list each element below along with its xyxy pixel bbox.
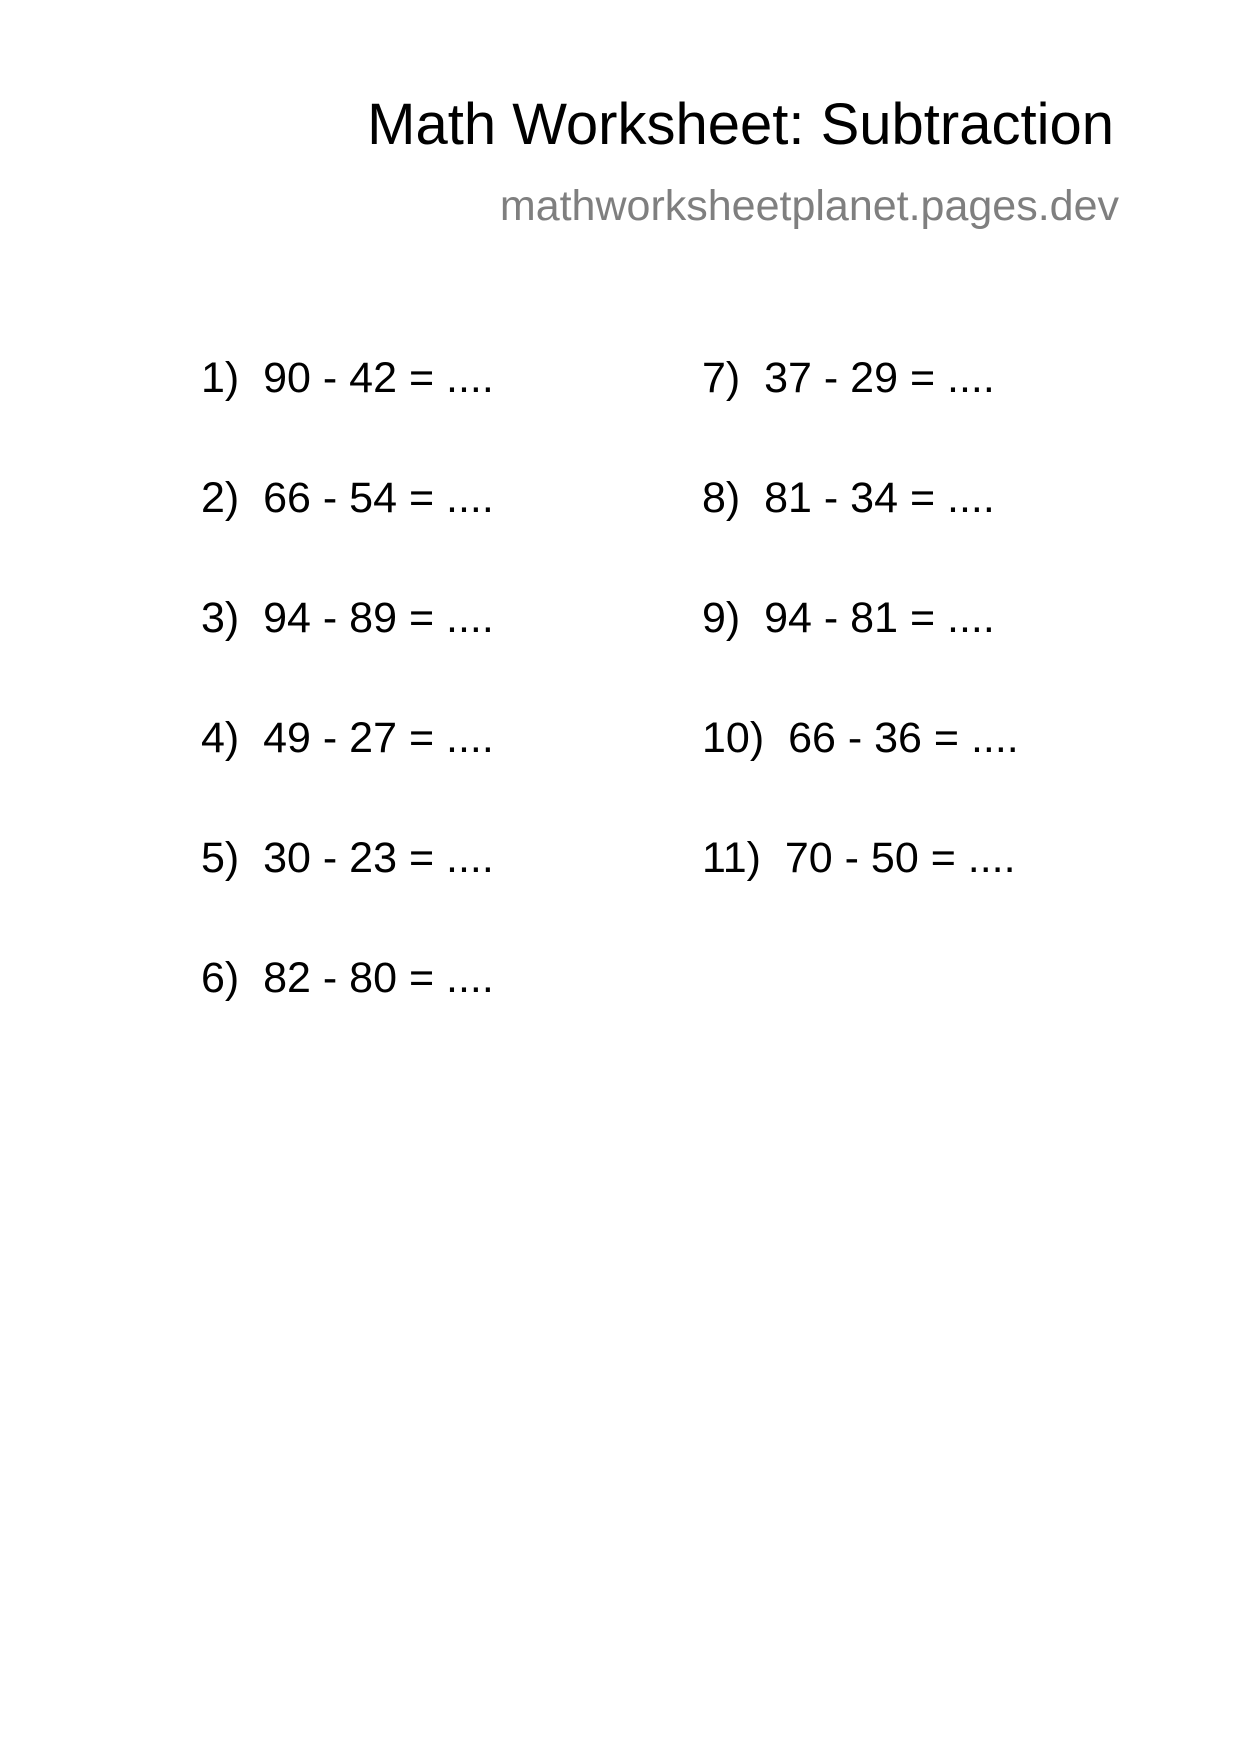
problem-number: 2) xyxy=(201,474,240,522)
problem-item xyxy=(201,834,494,882)
page-title: Math Worksheet: Subtraction xyxy=(367,92,1114,157)
problem-number: 11) xyxy=(702,834,761,882)
problem-number: 1) xyxy=(201,354,240,402)
problem-item xyxy=(702,834,1016,882)
page-subtitle: mathworksheetplanet.pages.dev xyxy=(499,182,1119,230)
problem-item xyxy=(201,354,494,402)
problem-item xyxy=(201,594,494,642)
problem-number: 9) xyxy=(702,594,741,642)
problem-expression: 94 - 89 = .... xyxy=(263,594,494,642)
problem-item xyxy=(702,714,1019,762)
problem-expression: 94 - 81 = .... xyxy=(764,594,995,642)
problem-number: 4) xyxy=(201,714,240,762)
problem-expression: 66 - 54 = .... xyxy=(263,474,494,522)
problem-item xyxy=(201,474,494,522)
problem-expression: 81 - 34 = .... xyxy=(764,474,995,522)
problem-expression: 66 - 36 = .... xyxy=(788,714,1019,762)
problem-expression: 30 - 23 = .... xyxy=(263,834,494,882)
problem-number: 10) xyxy=(702,714,765,762)
problem-item xyxy=(702,594,995,642)
problem-item xyxy=(702,354,995,402)
problem-number: 3) xyxy=(201,594,240,642)
problem-expression: 49 - 27 = .... xyxy=(263,714,494,762)
problem-number: 8) xyxy=(702,474,741,522)
problem-number: 7) xyxy=(702,354,741,402)
problem-expression: 37 - 29 = .... xyxy=(764,354,995,402)
problem-item xyxy=(702,474,995,522)
problem-expression: 90 - 42 = .... xyxy=(263,354,494,402)
problem-item xyxy=(201,714,494,762)
problem-number: 5) xyxy=(201,834,240,882)
problem-expression: 70 - 50 = .... xyxy=(784,834,1016,882)
problem-number: 6) xyxy=(201,954,240,1002)
problem-expression: 82 - 80 = .... xyxy=(263,954,494,1002)
problem-item xyxy=(201,954,494,1002)
